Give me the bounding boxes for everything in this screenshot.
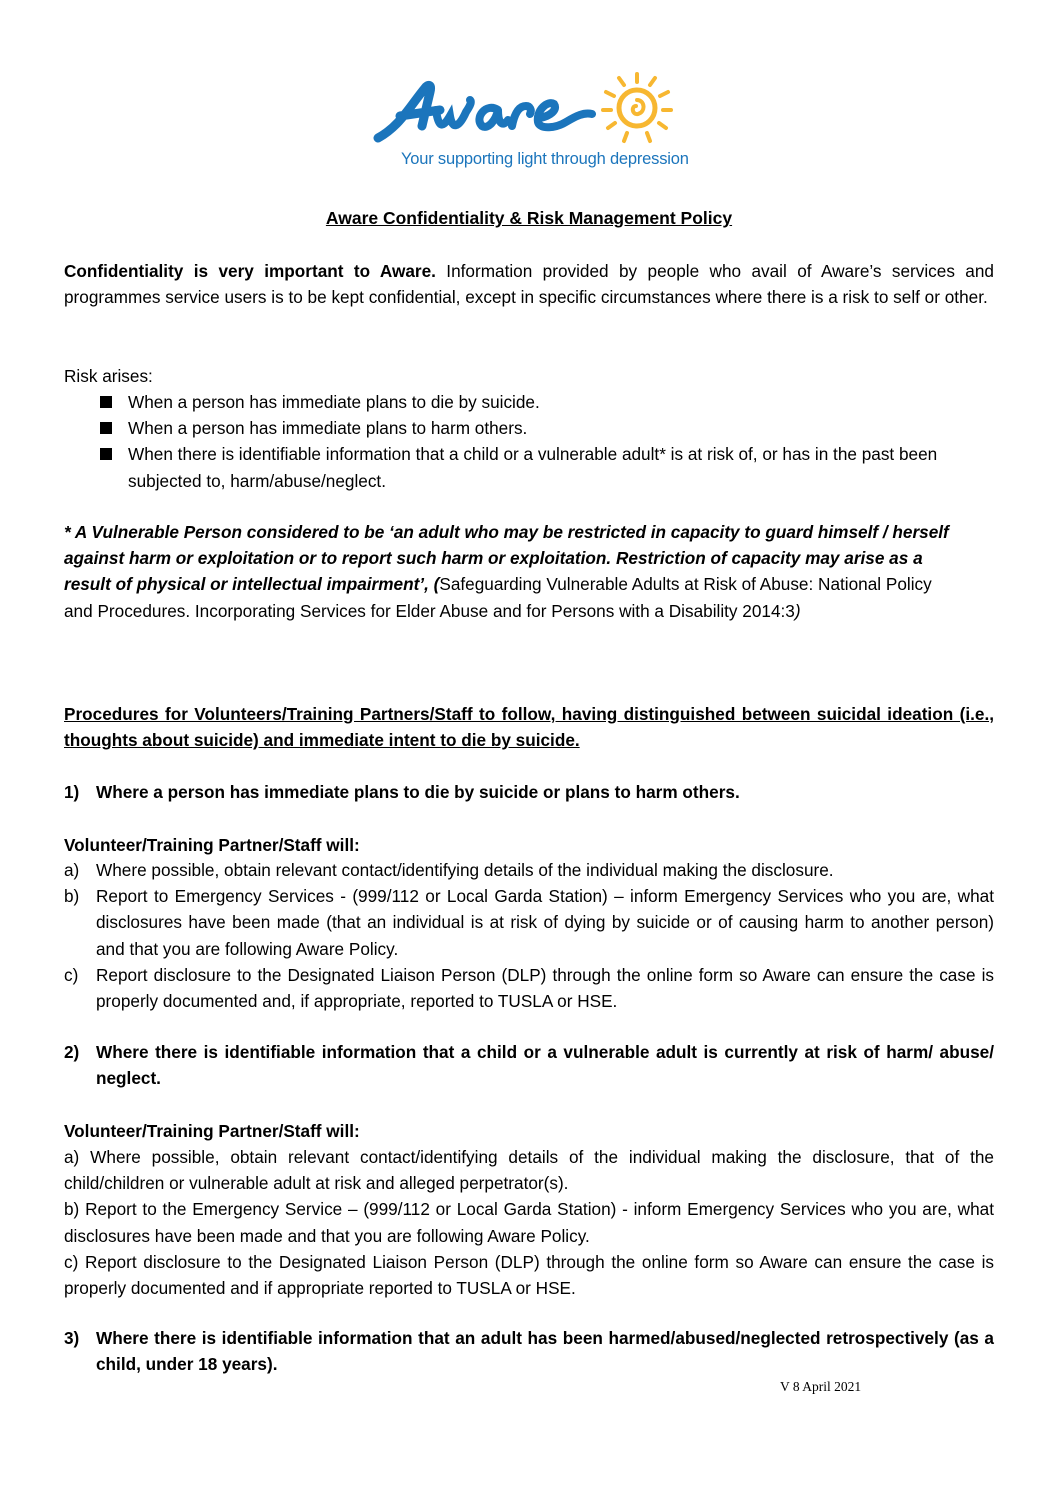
section-3-heading: 3) Where there is identifiable information that an adult has been harmed/abused/neglected retrospectively (as a child, under 18 years). — [64, 1328, 994, 1375]
square-bullet-icon — [100, 396, 112, 408]
square-bullet-icon — [100, 422, 112, 434]
list-item: c) Report disclosure to the Designated Liaison Person (DLP) through the online form so Aware can ensure the case is properly documented and, if appropriate, reported to TUSLA or HSE. — [64, 964, 994, 1012]
risk-item: When a person has immediate plans to die by suicide. — [96, 389, 996, 415]
version-label: V 8 April 2021 — [780, 1379, 862, 1394]
intro-bold-lead: Confidentiality is very important to Aware. — [64, 261, 436, 281]
aware-wordmark-icon — [370, 66, 710, 156]
logo-tagline: Your supporting light through depression — [401, 150, 689, 168]
section-2-items — [64, 1144, 994, 1301]
intro-text: Information provided by people who avail of Aware’s services and programmes service users is to be kept confidential, except in specific circumstances where there is a risk to self or other. — [64, 261, 994, 308]
section-1-heading: 1) Where a person has immediate plans to die by suicide or plans to harm others. — [64, 782, 740, 802]
section-1-items — [64, 857, 994, 1014]
risk-heading: Risk arises: — [64, 366, 153, 386]
risk-item: When there is identifiable information that a child or a vulnerable adult* is at risk of, or has in the past been subjected to, harm/abuse/neglect. — [96, 441, 996, 493]
list-item: a) Where possible, obtain relevant contact/identifying details of the individual making the disclosure. — [64, 860, 834, 880]
footnote-source: Safeguarding Vulnerable Adults at Risk of Abuse: National Policy and Procedures. Incorporating Services for Elder Abuse and for Persons with a Disability 2014:3 — [64, 574, 932, 621]
sun-icon — [603, 74, 671, 141]
risk-list — [96, 389, 996, 494]
section-2-will-label: Volunteer/Training Partner/Staff will: — [64, 1121, 360, 1141]
section-2-heading: 2) Where there is identifiable information that a child or a vulnerable adult is currently at risk of harm/ abuse/ neglect. — [64, 1042, 994, 1089]
list-item: a) Where possible, obtain relevant contact/identifying details of the individual making the disclosure, that of the child/children or vulnerable adult at risk and alleged perpetrator(s). — [64, 1147, 994, 1194]
list-item: c) Report disclosure to the Designated Liaison Person (DLP) through the online form so Aware can ensure the case is properly documented and if appropriate reported to TUSLA or HSE. — [64, 1251, 995, 1299]
procedures-heading: Procedures for Volunteers/Training Partners/Staff to follow, having distinguished between suicidal ideation (i.e., thoughts about suicide) and immediate intent to die by suicide. — [64, 704, 994, 751]
section-1-will-label: Volunteer/Training Partner/Staff will: — [64, 835, 360, 855]
intro-paragraph — [64, 258, 994, 310]
document-title: Aware Confidentiality & Risk Management Policy — [325, 208, 733, 228]
footnote-definition: * A Vulnerable Person considered to be ‘an adult who may be restricted in capacity to guard himself / herself against harm or exploitation or to report such harm or exploitation. Restriction of capacity may arise as a result of physical or intellectual impairment’, ( — [64, 522, 949, 595]
square-bullet-icon — [100, 448, 112, 460]
risk-item: When a person has immediate plans to harm others. — [96, 415, 996, 441]
list-item: b) Report to Emergency Services - (999/112 or Local Garda Station) – inform Emergency Services who you are, what disclosures have been made (that an individual is at risk of dying by suicide or of causing harm to another person) and that you are following Aware Policy. — [64, 886, 994, 959]
vulnerable-person-footnote: * A Vulnerable Person considered to be ‘an adult who may be restricted in capacity to guard himself / herself against harm or exploitation or to report such harm or exploitation. Restriction of capacity may arise as a result of physical or intellectual impairment’, (Safeguarding Vulnerable Adults at Risk of Abuse: National Policy and Procedures. Incorporating Services for Elder Abuse and for Persons with a Disability 2014:3) — [64, 522, 949, 621]
list-item: b) Report to the Emergency Service – (999/112 or Local Garda Station) - inform Emergency Services who you are, what disclosures have been made and that you are following Aware Policy. — [64, 1199, 994, 1246]
